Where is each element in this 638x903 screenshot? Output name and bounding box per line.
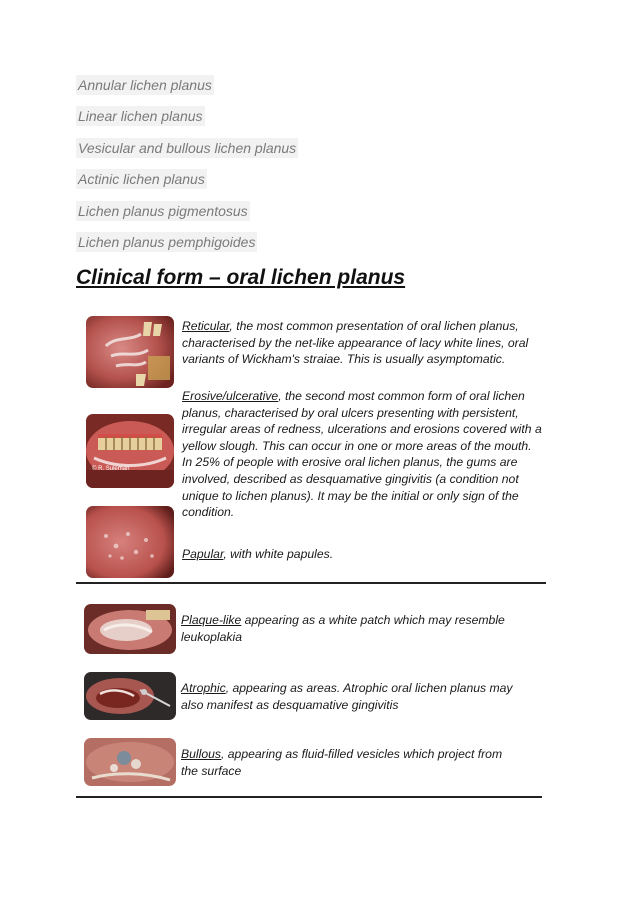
atrophic-photo — [84, 672, 176, 720]
atrophic-text: , appearing as areas. Atrophic oral lichen planus may also manifest as desquamative gingivitis — [181, 681, 513, 712]
plaque-photo — [84, 604, 176, 654]
erosive-term: Erosive/ulcerative — [182, 389, 279, 403]
plaque-text: appearing as a white patch which may resemble leukoplakia — [181, 613, 505, 644]
papular-term: Papular — [182, 547, 224, 561]
reticular-text: , the most common presentation of oral lichen planus, characterised by the net-like appearance of lacy white lines, oral variants of Wickham's straiae. This is usually asymptomatic. — [182, 319, 529, 367]
variant-item: Linear lichen planus — [78, 108, 203, 125]
plaque-term: Plaque-like — [181, 613, 242, 627]
reticular-entry — [182, 318, 534, 368]
plaque-entry — [181, 612, 511, 645]
papular-entry — [182, 546, 534, 563]
variant-list — [76, 75, 298, 263]
reticular-term: Reticular — [182, 319, 230, 333]
variant-item: Lichen planus pemphigoides — [78, 233, 256, 250]
photo-watermark: © R. Suleman — [92, 466, 130, 472]
reticular-photo — [86, 316, 174, 388]
variant-item: Vesicular and bullous lichen planus — [78, 139, 297, 156]
variant-item: Annular lichen planus — [78, 77, 212, 93]
erosive-entry — [182, 388, 542, 521]
variant-item: Lichen planus pigmentosus — [78, 202, 248, 219]
bullous-entry — [181, 746, 521, 779]
erosive-text: , the second most common form of oral lichen planus, characterised by oral ulcers presenting with persistent, irregular areas of redness, ulcerations and erosions covered with a yellow slough. This can occur in one or more areas of the mouth. In 25% of people with erosive oral lichen planus, the gums are involved, described as desquamative gingivitis (a condition not unique to lichen planus). It may be the initial or only sign of the condition. — [182, 389, 542, 520]
bullous-text: , appearing as fluid-filled vesicles which project from the surface — [181, 747, 503, 778]
papular-photo — [86, 506, 174, 578]
erosive-photo — [86, 414, 174, 488]
atrophic-entry — [181, 680, 531, 713]
section-heading: Clinical form – oral lichen planus — [76, 266, 406, 289]
atrophic-term: Atrophic — [181, 681, 226, 695]
papular-text: , with white papules. — [223, 547, 334, 561]
variant-item: Actinic lichen planus — [78, 171, 205, 188]
bullous-term: Bullous — [181, 747, 221, 761]
bullous-photo — [84, 738, 176, 786]
section-divider — [76, 582, 546, 584]
bottom-divider — [76, 796, 542, 798]
